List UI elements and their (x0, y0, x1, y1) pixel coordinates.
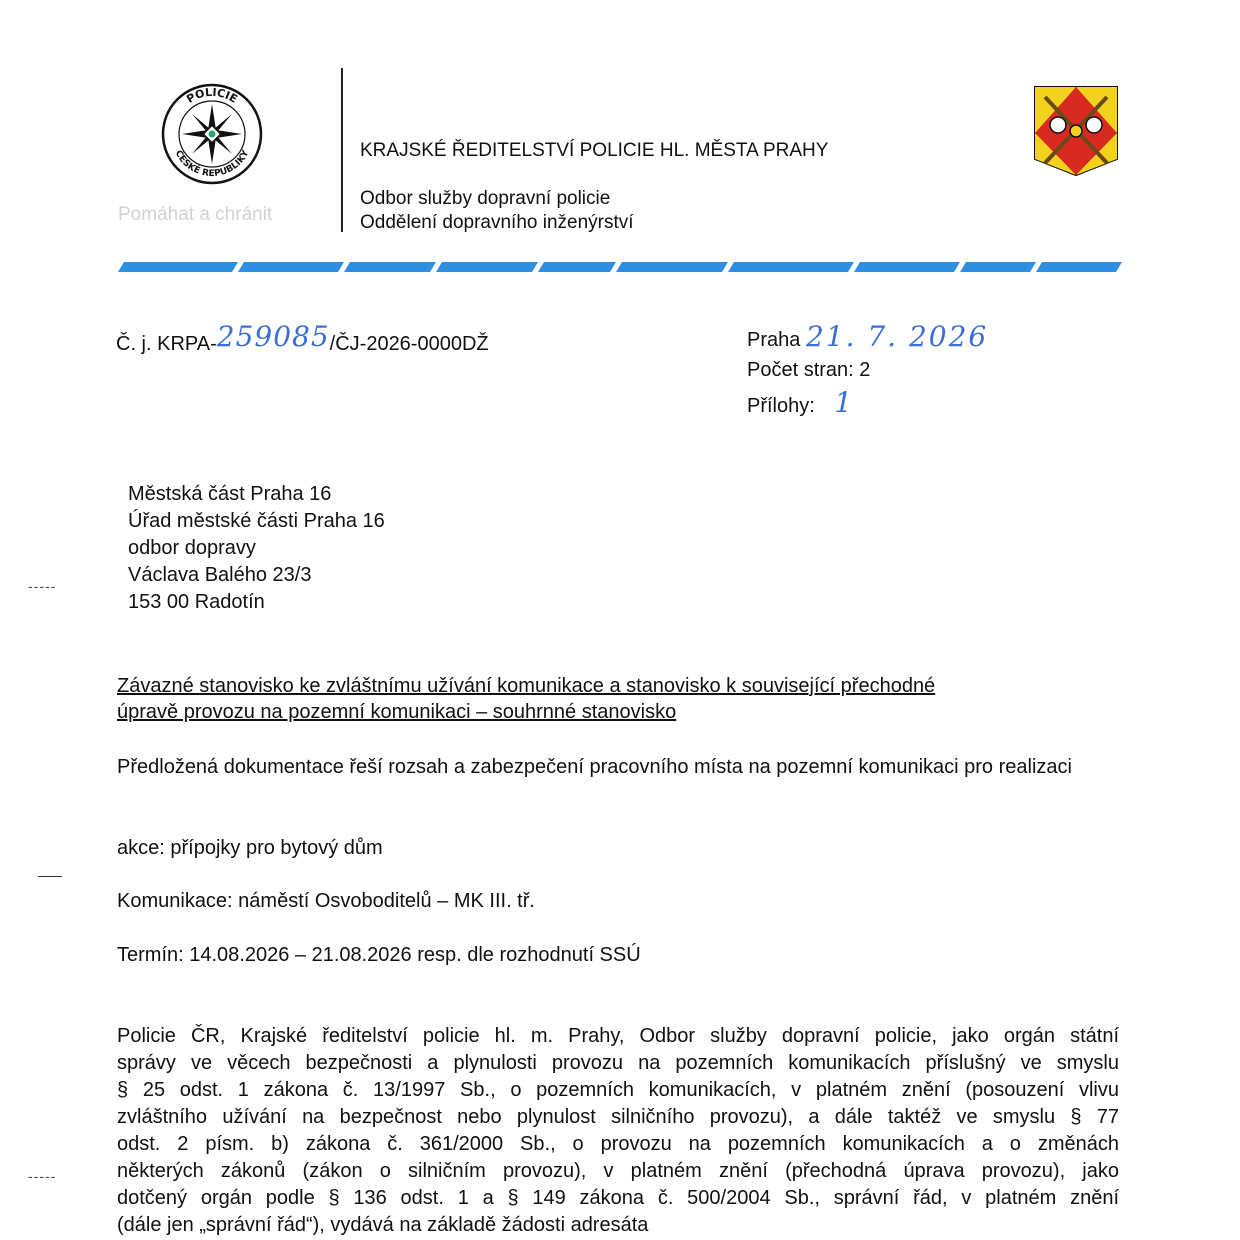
body-line: (dále jen „správní řád“), vydává na základě žádosti adresáta (117, 1214, 649, 1236)
place: Praha (747, 329, 801, 351)
address-line: Václava Balého 23/3 (128, 564, 312, 586)
body-line: dotčený orgán podle § 136 odst. 1 a § 149 zákona č. 500/2004 Sb., správní řád, v platném znění (117, 1187, 1119, 1209)
handwritten-date: 21. 7. 2026 (805, 320, 989, 353)
handwritten-reference-number: 259085 (216, 320, 330, 353)
recipient-address (128, 481, 385, 616)
seal-text-bottom: ČESKÉ REPUBLIKY (172, 148, 252, 180)
reference-prefix: Č. j. KRPA- (116, 333, 217, 355)
header-divider (341, 68, 343, 232)
handwritten-attachments: 1 (834, 386, 855, 419)
attachments-label: Přílohy: (747, 395, 815, 417)
address-line: Městská část Praha 16 (128, 483, 332, 505)
body-line: zvláštního užívání na bezpečnost nebo plynulost silničního provozu), a dále taktéž ve smyslu § 77 (117, 1106, 1119, 1128)
header-stripe (118, 262, 1122, 276)
punch-mark (38, 876, 62, 877)
address-line: 153 00 Radotín (128, 591, 265, 613)
subject-line: Závazné stanovisko ke zvláštnímu užívání komunikace a stanovisko k související přechodné (117, 675, 936, 697)
prague-coat-of-arms-icon (1033, 85, 1119, 177)
body-paragraph (117, 1023, 1119, 1239)
body-line: Policie ČR, Krajské ředitelství policie hl. m. Prahy, Odbor služby dopravní policie, jako orgán státní (117, 1025, 1119, 1047)
subject-line: úpravě provozu na pozemní komunikaci – souhrnné stanovisko (117, 701, 677, 723)
term-line: Termín: 14.08.2026 – 21.08.2026 resp. dle rozhodnutí SSÚ (117, 944, 641, 966)
motto: Pomáhat a chránit (118, 204, 273, 225)
fold-mark: ----- (28, 578, 57, 594)
body-line: správy ve věcech bezpečnosti a plynulosti provozu na pozemních komunikacích příslušný ve smyslu (117, 1052, 1119, 1074)
address-line: odbor dopravy (128, 537, 256, 559)
seal-text-top: POLICIE (184, 85, 240, 106)
road-line: Komunikace: náměstí Osvoboditelů – MK III. tř. (117, 890, 535, 912)
place-date (747, 320, 988, 353)
body-line: některých zákonů (zákon o silničním provozu), v platném znění (přechodná úprava provozu), jako (117, 1160, 1119, 1182)
address-line: Úřad městské části Praha 16 (128, 510, 385, 532)
page-count: Počet stran: 2 (747, 359, 871, 381)
attachments (747, 386, 854, 419)
reference-number (116, 320, 489, 357)
intro-paragraph: Předložená dokumentace řeší rozsah a zabezpečení pracovního místa na pozemní komunikaci pro realizaci (117, 756, 1072, 778)
authority-name: KRAJSKÉ ŘEDITELSTVÍ POLICIE HL. MĚSTA PRAHY (360, 140, 829, 161)
body-line: odst. 2 písm. b) zákona č. 361/2000 Sb., o provozu na pozemních komunikacích a o změnách (117, 1133, 1119, 1155)
division-name: Oddělení dopravního inženýrství (360, 212, 634, 233)
fold-mark: ----- (28, 1168, 57, 1184)
reference-suffix: /ČJ-2026-0000DŽ (329, 333, 489, 355)
body-line: § 25 odst. 1 zákona č. 13/1997 Sb., o pozemních komunikacích, v platném znění (posouzení vlivu (117, 1079, 1119, 1101)
action-line: akce: přípojky pro bytový dům (117, 837, 383, 859)
police-logo (160, 82, 264, 186)
subject (117, 673, 935, 725)
department-name: Odbor služby dopravní policie (360, 188, 611, 209)
